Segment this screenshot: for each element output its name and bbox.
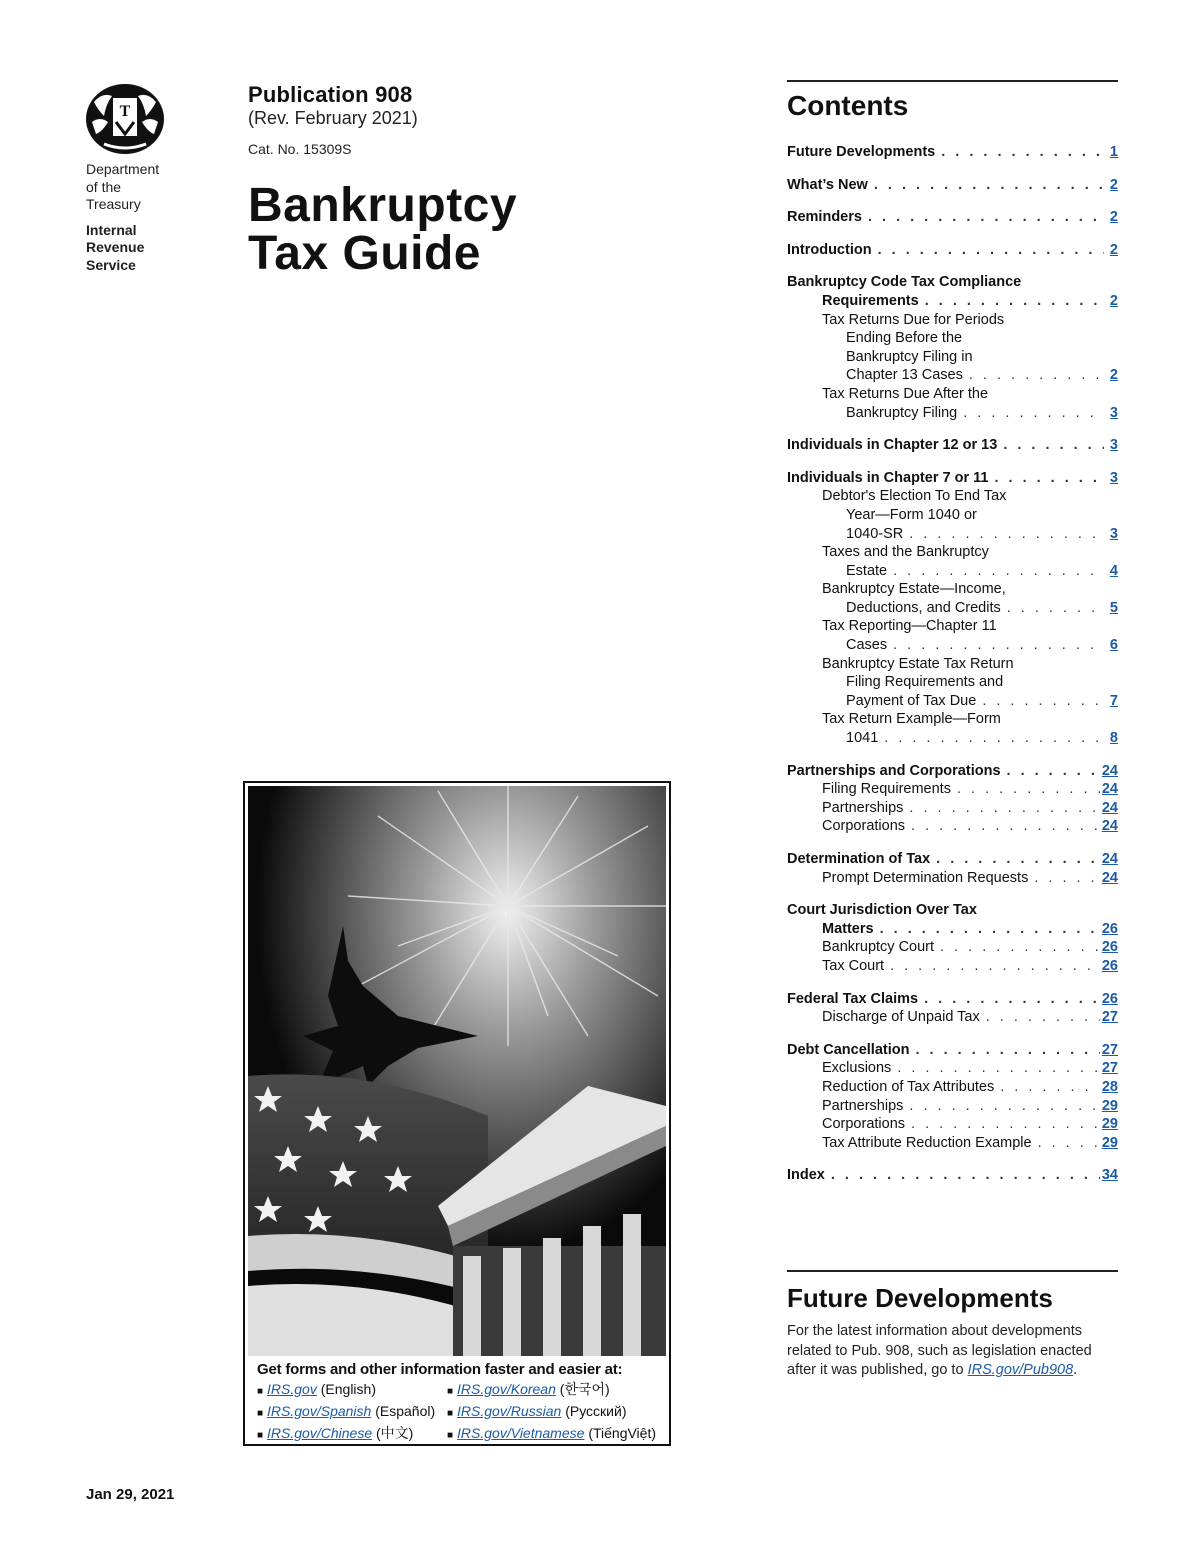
- toc-entry-title: Bankruptcy Code Tax Compliance: [787, 274, 1022, 291]
- toc-entry-title: Introduction: [787, 241, 872, 258]
- irs-gov-russian-link[interactable]: IRS.gov/Russian: [457, 1403, 562, 1419]
- link-language: (한국어): [559, 1381, 610, 1397]
- agency-line: Internal: [86, 221, 137, 238]
- irs-gov-spanish-link[interactable]: IRS.gov/Spanish: [267, 1403, 372, 1419]
- toc-page-link[interactable]: 27: [1101, 1041, 1118, 1058]
- toc-entry-title: Tax Return Example—Form: [822, 711, 1001, 728]
- dot-leader: [915, 1041, 1099, 1060]
- toc-entry[interactable]: [787, 404, 1118, 423]
- link-language: (Русский): [565, 1403, 627, 1419]
- link-language: (English): [320, 1381, 376, 1397]
- publication-info: [248, 82, 418, 157]
- toc-entry-title: What’s New: [787, 176, 868, 193]
- toc-page-link[interactable]: 8: [1109, 730, 1118, 747]
- dot-leader: [909, 525, 1104, 544]
- toc-entry[interactable]: [787, 292, 1118, 311]
- link-language: (TiếngViệt): [588, 1425, 657, 1441]
- toc-entry-title: Exclusions: [822, 1060, 892, 1077]
- toc-section: [787, 208, 1118, 227]
- agency-label: [86, 222, 159, 275]
- toc-entry-title: Federal Tax Claims: [787, 990, 919, 1007]
- dot-leader: [924, 990, 1100, 1009]
- toc-entry-title: Taxes and the Bankruptcy: [822, 544, 989, 561]
- future-dev-end: .: [1073, 1362, 1078, 1378]
- toc-entry-title: Cases: [846, 637, 888, 654]
- toc-entry-title: Bankruptcy Filing: [846, 404, 958, 421]
- toc-entry[interactable]: [787, 692, 1118, 711]
- toc-entry[interactable]: [787, 762, 1118, 781]
- toc-entry[interactable]: [787, 366, 1118, 385]
- toc-entry-title: 1041: [846, 730, 879, 747]
- dot-leader: [940, 938, 1100, 957]
- irs-gov-chinese-link[interactable]: IRS.gov/Chinese: [267, 1425, 373, 1441]
- toc-entry[interactable]: [787, 241, 1118, 260]
- dot-leader: [909, 1097, 1099, 1116]
- toc-entry-title: Corporations: [822, 818, 906, 835]
- toc-entry-title: Individuals in Chapter 12 or 13: [787, 437, 998, 454]
- toc-page-link[interactable]: 34: [1101, 1167, 1118, 1184]
- toc-entry-title: Individuals in Chapter 7 or 11: [787, 469, 989, 486]
- toc-page-link[interactable]: 29: [1101, 1097, 1118, 1114]
- dot-leader: [994, 469, 1104, 488]
- irs-gov-vietnamese-link[interactable]: IRS.gov/Vietnamese: [457, 1425, 585, 1441]
- dot-leader: [831, 1166, 1100, 1185]
- link-language: (中文): [376, 1425, 414, 1441]
- toc-entry-title: Partnerships and Corporations: [787, 762, 1001, 779]
- toc-page-link[interactable]: 24: [1101, 851, 1118, 867]
- toc-entry[interactable]: [787, 469, 1118, 488]
- toc-entry[interactable]: [787, 436, 1118, 455]
- toc-entry[interactable]: [787, 850, 1118, 869]
- toc-entry[interactable]: [787, 562, 1118, 581]
- future-dev-top-rule: [787, 1270, 1118, 1272]
- toc-entry-title: Matters: [822, 920, 874, 937]
- toc-entry-title: Tax Returns Due for Periods: [822, 311, 1005, 328]
- department-line: Department: [86, 161, 160, 177]
- resource-vietnamese: ■ IRS.gov/Vietnamese (TiếngViệt): [447, 1425, 657, 1441]
- toc-entry-title: Filing Requirements: [822, 781, 951, 798]
- toc-entry-title: Index: [787, 1167, 825, 1184]
- toc-entry[interactable]: [787, 1041, 1118, 1060]
- resource-chinese: ■ IRS.gov/Chinese (中文): [257, 1425, 414, 1441]
- toc-entry[interactable]: [787, 1097, 1118, 1116]
- future-dev-body: For the latest information about developments related to Pub. 908, such as legislation enacted after it was published, go to: [787, 1323, 1092, 1378]
- toc-section: [787, 436, 1118, 455]
- toc-entry[interactable]: [787, 799, 1118, 818]
- toc-section: [787, 143, 1118, 162]
- toc-entry-title: Chapter 13 Cases: [846, 367, 963, 384]
- dot-leader: [893, 562, 1104, 581]
- toc-entry-title: Tax Attribute Reduction Example: [822, 1134, 1032, 1151]
- toc-entry-title: Corporations: [822, 1116, 906, 1133]
- toc-entry-title: Bankruptcy Court: [822, 939, 935, 956]
- toc-entry-title: Tax Reporting—Chapter 11: [822, 618, 997, 635]
- toc-entry[interactable]: [787, 208, 1118, 227]
- toc-section: [787, 241, 1118, 260]
- catalog-number: Cat. No. 15309S: [248, 141, 352, 157]
- dot-leader: [893, 636, 1104, 655]
- toc-entry[interactable]: [787, 143, 1118, 162]
- toc-section: [787, 990, 1118, 1027]
- dot-leader: [868, 208, 1104, 227]
- toc-section: [787, 1041, 1118, 1153]
- toc-entry-title: Reduction of Tax Attributes: [822, 1078, 995, 1095]
- irs-eagle-logo: [84, 82, 166, 156]
- toc-entry-title: Discharge of Unpaid Tax: [822, 1009, 980, 1026]
- toc-page-link[interactable]: 4: [1109, 562, 1118, 579]
- toc-page-link[interactable]: 29: [1101, 1116, 1118, 1133]
- toc-entry[interactable]: [787, 176, 1118, 195]
- toc-entry-title: Bankruptcy Estate—Income,: [822, 581, 1006, 598]
- resource-korean: ■ IRS.gov/Korean (한국어): [447, 1381, 610, 1397]
- dot-leader: [897, 1059, 1100, 1078]
- toc-entry-title: Partnerships: [822, 1097, 904, 1114]
- toc-page-link[interactable]: 3: [1109, 437, 1118, 454]
- publication-number: Publication 908: [248, 82, 413, 107]
- resource-russian: ■ IRS.gov/Russian (Русский): [447, 1403, 627, 1419]
- toc-page-link[interactable]: 24: [1101, 762, 1118, 779]
- revision-date: (Rev. February 2021): [248, 108, 418, 128]
- dot-leader: [884, 729, 1104, 748]
- toc-entry-title: 1040-SR: [846, 525, 904, 542]
- toc-entry-title: Prompt Determination Requests: [822, 869, 1029, 886]
- toc-page-link[interactable]: 27: [1101, 1009, 1118, 1026]
- toc-page-link[interactable]: 2: [1109, 176, 1118, 193]
- toc-entry[interactable]: [787, 525, 1118, 544]
- dot-leader: [890, 957, 1100, 976]
- contents-top-rule: [787, 80, 1118, 82]
- toc-page-link[interactable]: 26: [1101, 957, 1118, 974]
- dot-leader: [1007, 599, 1104, 618]
- toc-page-link[interactable]: 29: [1101, 1134, 1118, 1151]
- toc-entry-title: Debtor's Election To End Tax: [822, 488, 1007, 505]
- department-line: of the: [86, 178, 122, 195]
- toc-page-link[interactable]: 3: [1109, 525, 1118, 542]
- toc-entry[interactable]: [787, 957, 1118, 976]
- cover-illustration: [248, 786, 666, 1356]
- toc-page-link[interactable]: 27: [1101, 1060, 1118, 1077]
- link-language: (Español): [375, 1403, 436, 1419]
- toc-section: [787, 901, 1118, 975]
- toc-section: [787, 850, 1118, 887]
- agency-line: Revenue: [86, 239, 145, 255]
- cover-image-panel: [243, 781, 671, 1446]
- title-line: Bankruptcy: [248, 179, 518, 232]
- department-line: Treasury: [86, 196, 141, 212]
- toc-entry-title: Payment of Tax Due: [846, 692, 977, 709]
- toc-page-link[interactable]: 24: [1101, 781, 1118, 798]
- toc-page-link[interactable]: 2: [1109, 209, 1118, 226]
- toc-entry-title: Tax Returns Due After the: [822, 385, 989, 402]
- dot-leader: [941, 143, 1104, 162]
- toc-entry-title: Reminders: [787, 209, 862, 226]
- toc-entry-title: Filing Requirements and: [846, 674, 1004, 691]
- dot-leader: [911, 817, 1100, 836]
- toc-entry[interactable]: [787, 1115, 1118, 1134]
- toc-entry[interactable]: [787, 1008, 1118, 1027]
- dot-leader: [957, 780, 1100, 799]
- toc-entry-title: Estate: [846, 562, 888, 579]
- department-label: [86, 161, 159, 274]
- dot-leader: [909, 799, 1099, 818]
- toc-section: [787, 273, 1118, 422]
- toc-entry[interactable]: [787, 938, 1118, 957]
- toc-page-link[interactable]: 2: [1109, 367, 1118, 384]
- resources-heading: Get forms and other information faster and easier at:: [257, 1361, 623, 1378]
- document-title: [248, 179, 518, 280]
- toc-page-link[interactable]: 1: [1109, 144, 1118, 160]
- toc-entry[interactable]: [787, 1166, 1118, 1185]
- toc-entry-title: Year—Form 1040 or: [846, 506, 977, 523]
- irs-gov-korean-link[interactable]: IRS.gov/Korean: [457, 1381, 556, 1397]
- title-line: Tax Guide: [248, 227, 481, 280]
- toc-page-link[interactable]: 2: [1109, 241, 1118, 258]
- toc-entry[interactable]: [787, 990, 1118, 1009]
- agency-line: Service: [86, 256, 136, 273]
- resource-spanish: ■ IRS.gov/Spanish (Español): [257, 1403, 436, 1419]
- toc-page-link[interactable]: 7: [1109, 692, 1118, 709]
- dot-leader: [880, 920, 1100, 939]
- dot-leader: [878, 241, 1104, 260]
- toc-page-link[interactable]: 6: [1109, 637, 1118, 654]
- toc-page-link[interactable]: 28: [1101, 1078, 1118, 1095]
- toc-entry[interactable]: [787, 599, 1118, 618]
- toc-entry[interactable]: [787, 869, 1118, 888]
- irs-gov-link[interactable]: IRS.gov: [267, 1381, 317, 1397]
- dot-leader: [986, 1008, 1100, 1027]
- dot-leader: [1007, 762, 1100, 781]
- toc-page-link[interactable]: 26: [1101, 920, 1118, 937]
- toc-entry-title: Bankruptcy Filing in: [846, 348, 973, 365]
- dot-leader: [1038, 1134, 1100, 1153]
- toc-entry-title: Court Jurisdiction Over Tax: [787, 902, 977, 919]
- toc-entry-title: Requirements: [822, 292, 919, 309]
- toc-page-link[interactable]: 24: [1101, 799, 1118, 816]
- toc-page-link[interactable]: 24: [1101, 869, 1118, 886]
- toc-page-link[interactable]: 26: [1101, 990, 1118, 1007]
- dot-leader: [1000, 1078, 1100, 1097]
- resource-english: ■ IRS.gov (English): [257, 1381, 376, 1397]
- dot-leader: [936, 850, 1100, 869]
- dot-leader: [911, 1115, 1100, 1134]
- toc-entry-title: Ending Before the: [846, 330, 963, 347]
- toc-page-link[interactable]: 3: [1109, 469, 1118, 486]
- toc-page-link[interactable]: 2: [1109, 292, 1118, 309]
- toc-entry-title: Tax Court: [822, 957, 885, 974]
- toc-section: [787, 762, 1118, 836]
- toc-entry[interactable]: [787, 729, 1118, 748]
- toc-section: [787, 469, 1118, 748]
- future-developments-text: [787, 1322, 1118, 1381]
- toc-page-link[interactable]: 5: [1109, 599, 1118, 616]
- dot-leader: [1003, 436, 1104, 455]
- future-developments-heading: Future Developments: [787, 1283, 1053, 1313]
- toc-entry-title: Partnerships: [822, 799, 904, 816]
- toc-entry[interactable]: [787, 1134, 1118, 1153]
- publication-date: Jan 29, 2021: [86, 1486, 175, 1503]
- toc-entry[interactable]: [787, 817, 1118, 836]
- table-of-contents: [787, 143, 1118, 1199]
- dot-leader: [925, 292, 1104, 311]
- toc-page-link[interactable]: 3: [1109, 404, 1118, 421]
- toc-section: [787, 1166, 1118, 1185]
- toc-entry[interactable]: [787, 1059, 1118, 1078]
- dot-leader: [1034, 869, 1100, 888]
- toc-entry-title: Future Developments: [787, 144, 936, 160]
- svg-text:T: T: [119, 103, 131, 120]
- pub908-link[interactable]: IRS.gov/Pub908: [967, 1362, 1074, 1378]
- dot-leader: [963, 404, 1104, 423]
- dot-leader: [969, 366, 1104, 385]
- dot-leader: [874, 176, 1104, 195]
- toc-entry[interactable]: [787, 920, 1118, 939]
- toc-entry[interactable]: [787, 780, 1118, 799]
- contents-heading: Contents: [787, 90, 909, 121]
- toc-entry[interactable]: [787, 636, 1118, 655]
- toc-entry-title: Determination of Tax: [787, 851, 931, 867]
- toc-section: [787, 176, 1118, 195]
- toc-entry-title: Bankruptcy Estate Tax Return: [822, 655, 1014, 672]
- online-resources: [257, 1361, 657, 1445]
- toc-entry-title: Deductions, and Credits: [846, 599, 1001, 616]
- toc-entry[interactable]: [787, 1078, 1118, 1097]
- toc-page-link[interactable]: 26: [1101, 939, 1118, 956]
- toc-entry-title: Debt Cancellation: [787, 1041, 910, 1058]
- dot-leader: [982, 692, 1104, 711]
- toc-page-link[interactable]: 24: [1101, 818, 1118, 835]
